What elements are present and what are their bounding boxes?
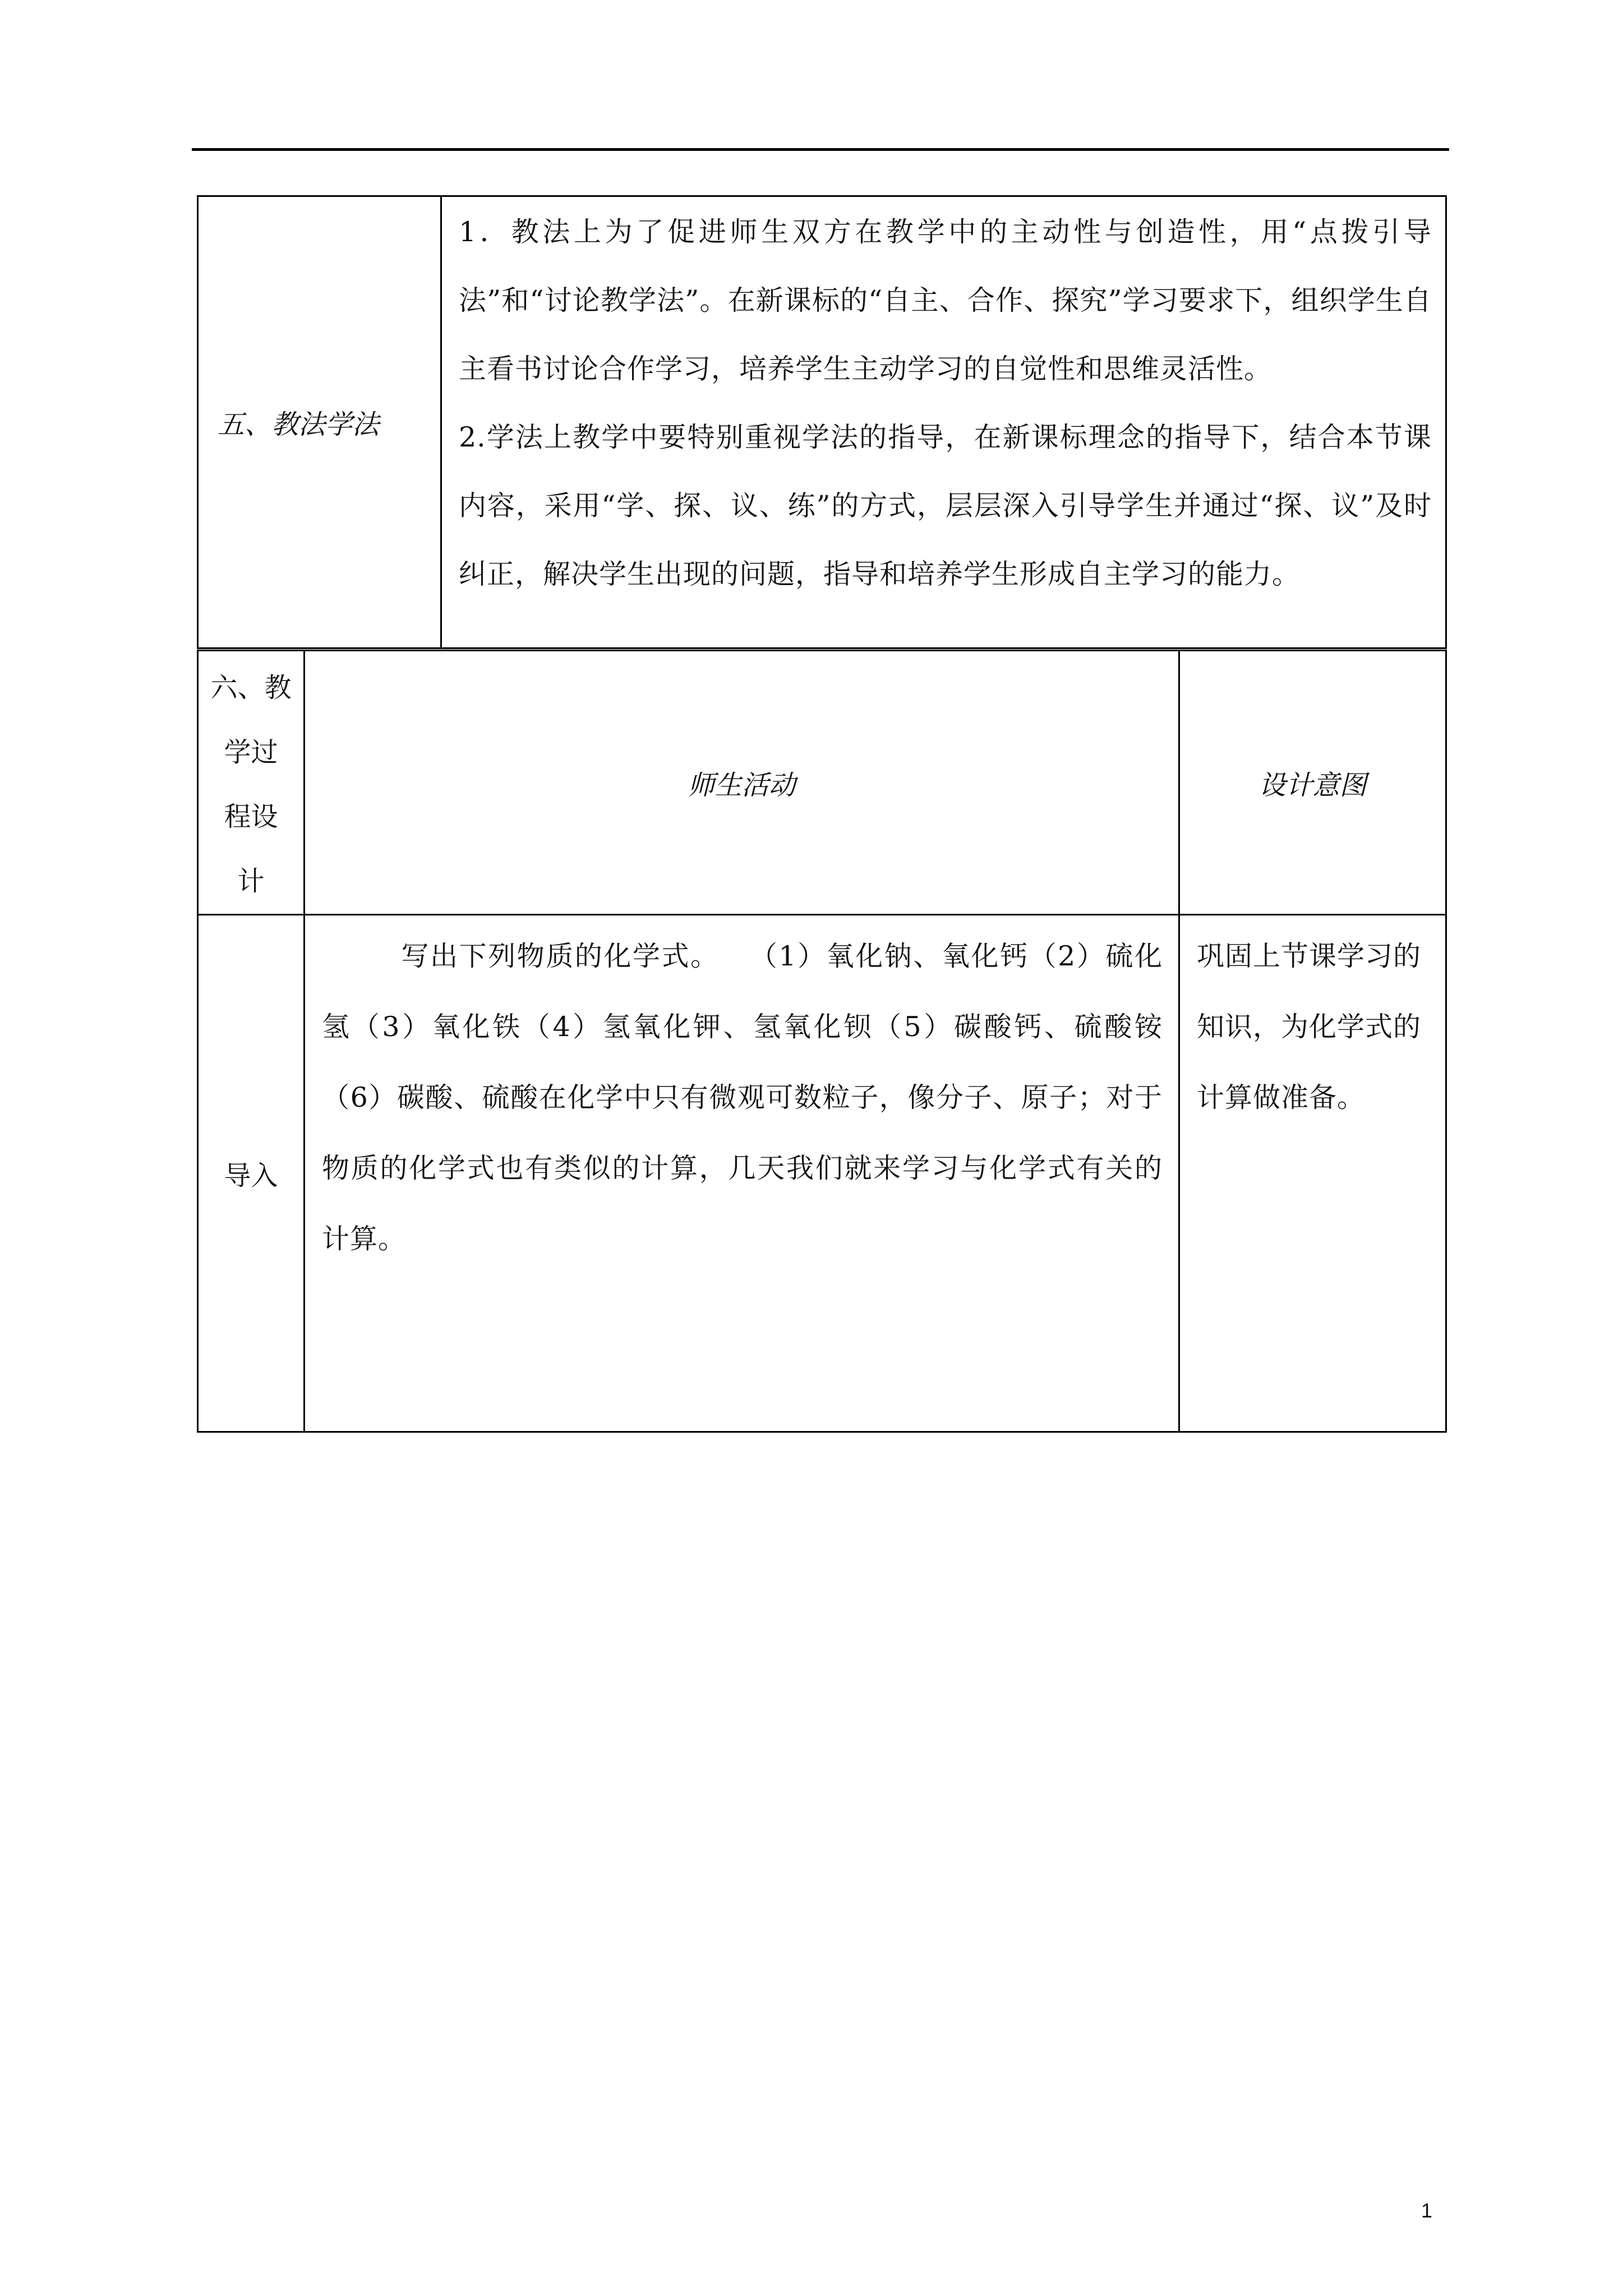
teaching-method-paragraph-1: 1．教法上为了促进师生双方在教学中的主动性与创造性，用“点拨引导法”和“讨论教学法”。在新课标的“自主、合作、探究”学习要求下，组织学生自主看书讨论合作学习，培养学生主动学习的自觉性和思维灵活性。 bbox=[459, 216, 1432, 385]
teaching-method-label-cell bbox=[198, 196, 441, 648]
intro-activity-text: 写出下列物质的化学式。 （1）氧化钠、氧化钙（2）硫化氢（3）氧化铁（4）氢氧化钾、氢氧化钡（5）碳酸钙、硫酸铵（6）碳酸、硫酸在化学中只有微观可数粒子，像分子、原子；对于物质的化学式也有类似的计算，几天我们就来学习与化学式有关的计算。 bbox=[322, 940, 1163, 1255]
teaching-method-content-cell bbox=[441, 196, 1446, 648]
teaching-process-label-line: 六、教 bbox=[210, 672, 292, 703]
header-rule bbox=[192, 148, 1449, 151]
teaching-process-label-line: 学过 bbox=[224, 737, 278, 768]
intro-activity-cell bbox=[305, 915, 1179, 1432]
teaching-method-row bbox=[198, 196, 1446, 648]
teaching-process-label-cell bbox=[198, 651, 305, 915]
intent-column-header bbox=[1179, 651, 1446, 915]
intro-intent-text: 巩固上节课学习的知识，为化学式的计算做准备。 bbox=[1197, 940, 1422, 1114]
teaching-method-label: 五、教法学法 bbox=[218, 409, 380, 440]
intent-column-header-text: 设计意图 bbox=[1258, 769, 1367, 801]
intro-label-cell bbox=[198, 915, 305, 1432]
page-number: 1 bbox=[1421, 2199, 1433, 2222]
intro-intent-cell bbox=[1179, 915, 1446, 1432]
activity-column-header bbox=[305, 651, 1179, 915]
teaching-method-table bbox=[197, 195, 1447, 649]
activity-column-header-text: 师生活动 bbox=[688, 769, 796, 801]
intro-label: 导入 bbox=[224, 1160, 278, 1191]
teaching-method-paragraph-2: 2.学法上教学中要特别重视学法的指导，在新课标理念的指导下，结合本节课内容，采用“学、探、议、练”的方式，层层深入引导学生并通过“探、议”及时纠正，解决学生出现的问题，指导和培养学生形成自主学习的能力。 bbox=[459, 421, 1432, 590]
teaching-process-label-line: 计 bbox=[237, 866, 265, 897]
teaching-process-table bbox=[197, 650, 1447, 1433]
teaching-process-label-line: 程设 bbox=[224, 801, 278, 832]
intro-row bbox=[198, 915, 1446, 1432]
teaching-process-header-row bbox=[198, 651, 1446, 915]
